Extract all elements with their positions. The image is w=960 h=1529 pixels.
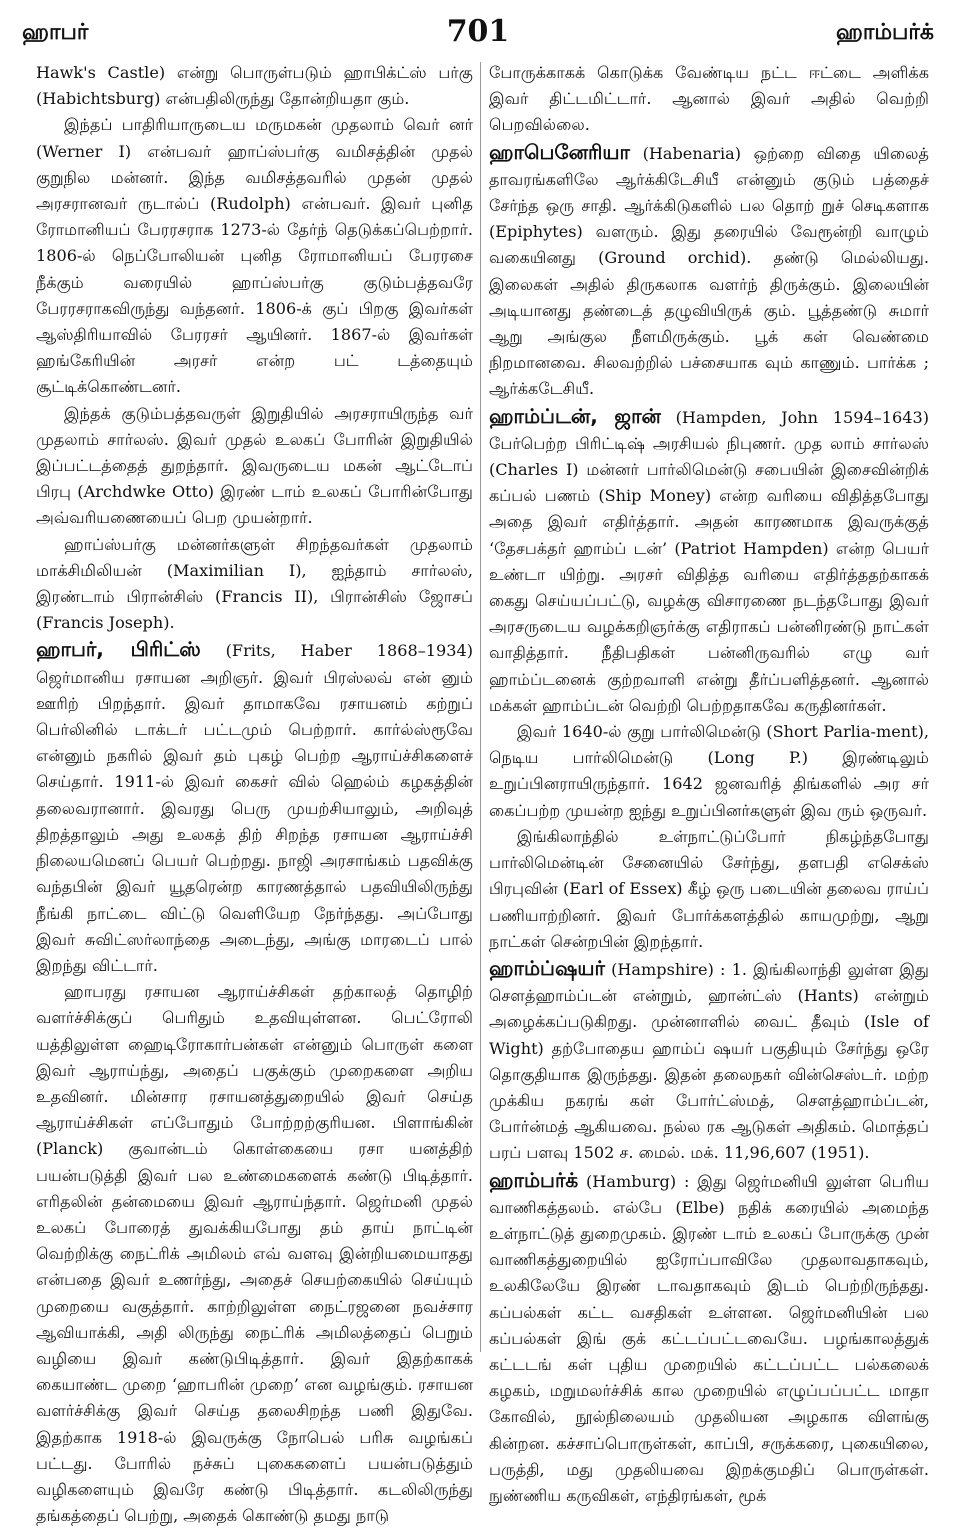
paragraph: ஹாபரது ரசாயன ஆராய்ச்சிகள் தற்காலத் தொழிற் வளர்ச்சிக்குப் பெரிதும் உதவியுள்ளன. பெட்ரோலி யத்திலுள்ள ஹைடிரோகார்பன்கள் என்னும் பொருள் களை இவர் ஆராய்ந்து, அதைப் பகுக்கும் முறைகளை அறிய உதவினர். மின்சார ரசாயனத்துறையில் இவர் செய்த ஆராய்ச்சிகள் எப்போதும் போற்றற்குரியன. பிளாங்கின் (Planck) குவான்டம் கொள்கையை ரசா யனத்திற் பயன்படுத்தி இவர் பல உண்மைகளைக் கண்டு பிடித்தார். எரிதலின் தன்மையை இவர் ஆராய்ந்தார். ஜெர்மனி முதல் உலகப் போரைத் துவக்கியபோது தம் தாய் நாட்டின் வெற்றிக்கு நைட்ரிக் அமிலம் எவ் வளவு இன்றியமையாதது என்பதை இவர் உணர்ந்து, அதைச் செயற்கையில் செய்யும் முறையை வகுத்தார். காற்றிலுள்ள நைட்ரஜனை நவச்சார ஆவியாக்கி, அதி லிருந்து நைட்ரிக் அமிலத்தைப் பெறும் வழியை இவர் கண்டுபிடித்தார். இவர் இதற்காகக் கையாண்ட முறை ‘ஹாபரின் முறை’ என வழங்கும். ரசாயன வளர்ச்சிக்கு இவர் செய்த தலைசிறந்த பணி இதுவே. இதற்காக 1918-ல் இவருக்கு நோபெல் பரிசு வழங்கப் பட்டது. போரில் நச்சுப் புகைகளைப் பயன்படுத்தும் வழிகளையும் இவரே கண்டு பிடித்தார். கடலிலிருந்து தங்கத்தைப் பெற்று, அதைக் கொண்டு தமது நாடு xyxy=(36,982,473,1526)
entry-hampden xyxy=(489,403,929,719)
paragraph: இவர் 1640-ல் குறு பார்லிமென்டு (Short Parlia-ment), நெடிய பார்லிமென்டு (Long P.) இரண்டிலும் உறுப்பினராயிருந்தார். 1642 ஜனவரித் திங்களில் அர சர் கைப்பற்ற முயன்ற ஐந்து உறுப்பினர்களுள் இவ ரும் ஒருவர். xyxy=(489,722,929,820)
column-divider xyxy=(480,62,481,1352)
running-head xyxy=(22,14,934,54)
paragraph: இந்தக் குடும்பத்தவருள் இறுதியில் அரசராயிருந்த வர் முதலாம் சார்லஸ். இவர் முதல் உலகப் போரின் இறுதியில் இப்பட்டத்தைத் துறந்தார். இவருடைய மகன் ஆட்டோப் பிரபு (Archdwke Otto) இரண் டாம் உலகப் போரின்போது அவ்வரியணையைப் பெற முயன்றார். xyxy=(36,403,473,528)
entry-text: (Hampshire) : 1. இங்கிலாந்தி லுள்ள இது சௌத்ஹாம்ப்டன் என்றும், ஹான்ட்ஸ் (Hants) என்றும் அழைக்கப்படுகிறது. முன்னாளில் வைட் தீவும் (Isle of Wight) தற்போதைய ஹாம்ப் ஷயர் பகுதியும் சேர்ந்து ஒரே தொகுதியாக இருந்தது. இதன் தலைநகர் வின்செஸ்டர். மற்ற முக்கிய நகரங் கள் போர்ட்ஸ்மத், சௌத்ஹாம்ப்டன், போர்ன்மத் ஆகியவை. நல்ல ரக ஆடுகள் அதிகம். மொத்தப் பரப் பளவு 1502 ச. மைல். மக். 11,96,607 (1951). xyxy=(489,959,929,1163)
paragraph: Hawk's Castle) என்று பொருள்படும் ஹாபிக்ட்ஸ் பர்கு (Habichtsburg) என்பதிலிருந்து தோன்றியதா கும். xyxy=(36,63,473,109)
running-head-right: ஹாம்பர்க் xyxy=(835,20,934,45)
entry-text: (Habenaria) ஒற்றை விதை யிலைத் தாவரங்களிலே ஆர்க்கிடேசியீ என்னும் குடும் பத்தைச் சேர்ந்த ஒரு சாதி. ஆர்க்கிடுகளில் பல தொற் றுச் செடிகளாக (Epiphytes) வளரும். இது தரையில் வேரூன்றி வாழும் வகையினது (Ground orchid). தண்டு மெல்லியது. இலைகள் அதில் திருகலாக வளர்ந் திருக்கும். இலையின் அடியானது தண்டைத் தழுவியிருக் கும். பூத்தண்டு சுமார் ஆறு அங்குல நீளமிருக்கும். பூக் கள் வெண்மை நிறமானவை. சிலவற்றில் பச்சையாக வும் காணும். பார்க்க ; ஆர்க்கடேசியீ. xyxy=(489,143,929,399)
headword: ஹாபர், பிரிட்ஸ் xyxy=(36,637,201,662)
entry-habenaria xyxy=(489,139,929,403)
headword: ஹாம்ப்டன், ஜான் xyxy=(489,403,661,428)
right-column xyxy=(489,60,929,1505)
paragraph: இந்தப் பாதிரியாருடைய மருமகன் முதலாம் வெர் னர் (Werner I) என்பவர் ஹாப்ஸ்பர்கு வமிசத்தின் முதல் குறுநில மன்னர். இந்த வமிசத்தவரில் முதன் முதல் அரசரானவர் ருடால்ப் (Rudolph) என்பவர். இவர் புனித ரோமானியப் பேரரசராக 1273-ல் தேர்ந் தெடுக்கப்பெற்றார். 1806-ல் நெப்போலியன் புனித ரோமானியப் பேரரசை நீக்கும் வரையில் ஹாப்ஸ்பர்கு குடும்பத்தவரே பேரரசராகவிருந்து வந்தனர். 1806-க் குப் பிறகு இவர்கள் ஆஸ்திரியாவில் பேரரசர் ஆயினர். 1867-ல் இவர்கள் ஹங்கேரியின் அரசர் என்ற பட் டத்தையும் சூட்டிக்கொண்டனர். xyxy=(36,115,473,397)
entry-text: (Frits, Haber 1868–1934) ஜெர்மானிய ரசாயன அறிஞர். இவர் பிரஸ்லவ் என் னும் ஊரிற் பிறந்தார். இவர் தாமாகவே ரசாயனம் கற்றுப் பெர்லினில் டாக்டர் பட்டமும் பெற்றார். கார்ல்ஸ்ரூவே என்னும் நகரில் இவர் தம் புகழ் பெற்ற ஆராய்ச்சிகளைச் செய்தார். 1911-ல் இவர் கைசர் வில் ஹெல்ம் கழகத்தின் தலைவரானார். இவரது பெரு முயற்சியாலும், அறிவுத் திறத்தாலும் அது உலகத் திற் சிறந்த ரசாயன ஆராய்ச்சி நிலையமெனப் பெயர் பெற்றது. நாஜி அரசாங்கம் பதவிக்கு வந்தபின் இவர் யூதரென்ற காரணத்தால் பதவியிலிருந்து நீங்கி நாட்டை விட்டு வெளியேற நேர்ந்தது. அப்போது இவர் சுவிட்ஸர்லாந்தை அடைந்து, அங்கு மாரடைப் பால் இறந்து விட்டார். xyxy=(36,641,473,975)
headword: ஹாம்பர்க் xyxy=(489,1167,579,1192)
paragraph: போருக்காகக் கொடுக்க வேண்டிய நட்ட ஈட்டை அளிக்க இவர் திட்டமிட்டார். ஆனால் இவர் அதில் வெற்றி பெறவில்லை. xyxy=(489,63,929,135)
entry-hampshire xyxy=(489,955,929,1167)
paragraph: ஹாப்ஸ்பர்கு மன்னர்களுள் சிறந்தவர்கள் முதலாம் மாக்சிமிலியன் (Maximilian I), ஐந்தாம் சார்லஸ், இரண்டாம் பிரான்சிஸ் (Francis II), பிரான்சிஸ் ஜோசப் (Francis Joseph). xyxy=(36,534,473,633)
paragraph: இங்கிலாந்தில் உள்நாட்டுப்போர் நிகழ்ந்தபோது பார்லிமென்டின் சேனையில் சேர்ந்து, தளபதி எசெக்ஸ் பிரபுவின் (Earl of Essex) கீழ் ஒரு படையின் தலைவ ராய்ப் பணியாற்றினர். இவர் போர்க்களத்தில் காயமுற்று, ஆறு நாட்கள் சென்றபின் இறந்தார். xyxy=(489,826,929,951)
entry-text: (Hamburg) : இது ஜெர்மனியி லுள்ள பெரிய வாணிகத்தலம். எல்பே (Elbe) நதிக் கரையில் அமைந்த உள்நாட்டுத் துறைமுகம். இரண் டாம் உலகப் போருக்கு முன் வாணிகத்துறையில் ஐரோப்பாவிலே முதலாவதாகவும், உலகிலேயே இரண் டாவதாகவும் இடம் பெற்றிருந்தது. கப்பல்கள் கட்ட வசதிகள் உள்ளன. ஜெர்மனியின் பல கப்பல்கள் இங் குக் கட்டப்பட்டவையே. பழங்காலத்துக் கட்டடங் கள் புதிய முறையில் கட்டப்பட்ட பல்கலைக் கழகம், மறுமலர்ச்சிக் கால முறையில் எழுப்பப்பட்ட மாதா கோவில், நூல்நிலையம் முதலியன அழகாக விளங்கு கின்றன. கச்சாப்பொருள்கள், காப்பி, சருக்கரை, புகையிலை, பருத்தி, மது முதலியவை இறக்குமதிப் பொருள்கள். நுண்ணிய கருவிகள், எந்திரங்கள், மூக் xyxy=(489,1171,929,1505)
page-number: 701 xyxy=(446,14,510,49)
headword: ஹாம்ப்ஷயர் xyxy=(489,955,605,980)
left-column xyxy=(36,60,473,1526)
entry-text: (Hampden, John 1594–1643) பேர்பெற்ற பிரிட்டிஷ் அரசியல் நிபுணர். முத லாம் சார்லஸ் (Charles I) மன்னர் பார்லிமென்டு சபையின் இசைவின்றிக் கப்பல் பணம் (Ship Money) என்ற வரியை விதித்தபோது அதை இவர் எதிர்த்தார். அதன் காரணமாக இவருக்குத் ‘தேசபக்தர் ஹாம்ப் டன்’ (Patriot Hampden) என்ற பெயர் உண்டா யிற்று. அரசர் விதித்த வரியை எதிர்த்ததற்காகக் கைது செய்யப்பட்டு, வழக்கு விசாரணை நடந்தபோது இவர் அரசருடைய வழக்கறிஞர்க்கு எதிராகப் பன்னிரண்டு நாட்கள் வாதித்தார். நீதிபதிகள் பன்னிருவரில் எழு வர் ஹாம்ப்டனைக் குற்றவாளி என்று தீர்ப்பளித்தனர். ஆனால் மக்கள் ஹாம்ப்டன் வெற்றி பெற்றதாகவே கருதினர்கள். xyxy=(489,407,929,715)
running-head-left: ஹாபர் xyxy=(22,20,89,45)
headword: ஹாபெனேரியா xyxy=(489,139,630,164)
entry-haber xyxy=(36,636,473,979)
entry-hamburg xyxy=(489,1167,929,1510)
